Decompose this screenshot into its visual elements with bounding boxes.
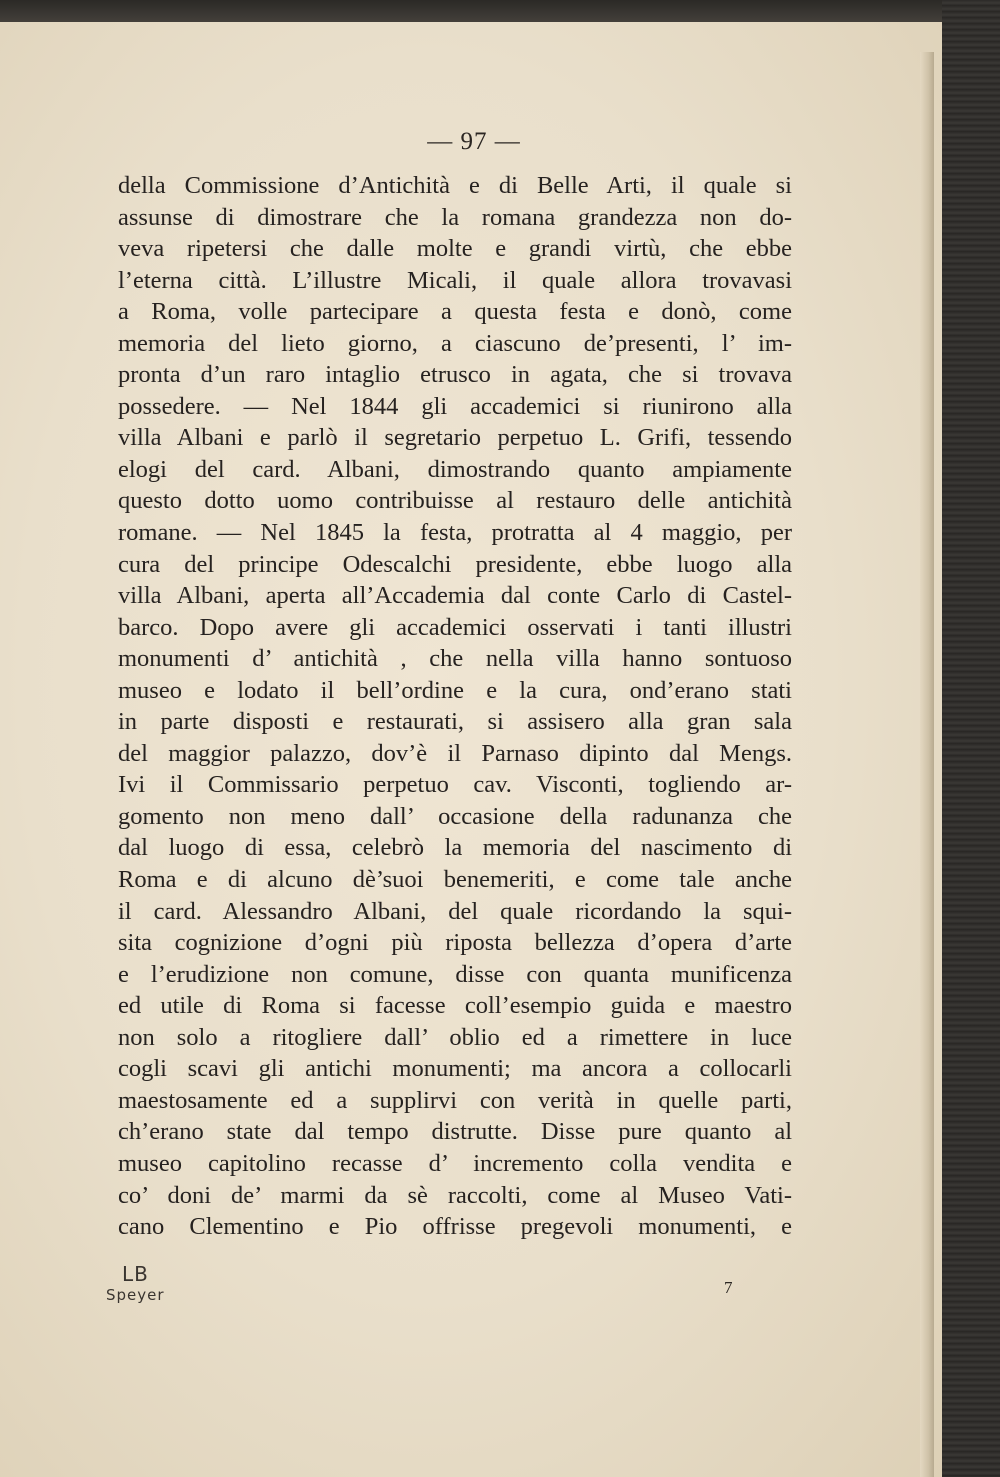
text-line: assunse di dimostrare che la romana grandezza non do- — [118, 203, 792, 231]
text-line: museo capitolino recasse d’ incremento colla vendita e — [118, 1149, 792, 1177]
text-line: elogi del card. Albani, dimostrando quanto ampiamente — [118, 455, 792, 483]
book-binding — [942, 0, 1000, 1477]
library-stamp-lb: LB — [122, 1262, 149, 1286]
text-line: maestosamente ed a supplirvi con verità in quelle parti, — [118, 1086, 792, 1114]
text-line: museo e lodato il bell’ordine e la cura, ond’erano stati — [118, 676, 792, 704]
text-line: villa Albani, aperta all’Accademia dal conte Carlo di Castel- — [118, 582, 792, 610]
text-line: Roma e di alcuno dè’suoi benemeriti, e come tale anche — [118, 866, 792, 894]
text-line: veva ripetersi che dalle molte e grandi virtù, che ebbe — [118, 235, 792, 263]
page-number-header: — 97 — — [427, 128, 521, 155]
text-line: della Commissione d’Antichità e di Belle Arti, il quale si — [118, 172, 792, 199]
text-line: in parte disposti e restaurati, si assisero alla gran sala — [118, 708, 792, 736]
text-line: barco. Dopo avere gli accademici osservati i tanti illustri — [118, 613, 792, 641]
text-line: cano Clementino e Pio offrisse pregevoli monumenti, e — [118, 1213, 792, 1241]
text-line: non solo a ritogliere dall’ oblio ed a rimettere in luce — [118, 1023, 792, 1051]
text-line: gomento non meno dall’ occasione della radunanza che — [118, 802, 792, 830]
text-line: l’eterna città. L’illustre Micali, il quale allora trovavasi — [118, 266, 792, 294]
text-line: sita cognizione d’ogni più riposta bellezza d’opera d’arte — [118, 929, 792, 957]
text-line: del maggior palazzo, dov’è il Parnaso dipinto dal Mengs. — [118, 739, 792, 767]
text-line: cura del principe Odescalchi presidente, ebbe luogo alla — [118, 550, 792, 578]
page-fore-edge — [920, 52, 934, 1477]
text-line: il card. Alessandro Albani, del quale ricordando la squi- — [118, 897, 792, 925]
text-line: cogli scavi gli antichi monumenti; ma ancora a collocarli — [118, 1055, 792, 1083]
text-line: romane. — Nel 1845 la festa, protratta al 4 maggio, per — [118, 519, 792, 547]
text-line: Ivi il Commissario perpetuo cav. Visconti, togliendo ar- — [118, 771, 792, 799]
text-line: e l’erudizione non comune, disse con quanta munificenza — [118, 960, 792, 988]
text-line: monumenti d’ antichità , che nella villa hanno sontuoso — [118, 645, 792, 673]
text-line: ch’erano state dal tempo distrutte. Disse pure quanto al — [118, 1118, 792, 1146]
text-line: dal luogo di essa, celebrò la memoria del nascimento di — [118, 834, 792, 862]
text-line: ed utile di Roma si facesse coll’esempio guida e maestro — [118, 992, 792, 1020]
text-line: co’ doni de’ marmi da sè raccolti, come al Museo Vati- — [118, 1181, 792, 1209]
text-line: possedere. — Nel 1844 gli accademici si riunirono alla — [118, 392, 792, 420]
library-stamp-speyer: Speyer — [106, 1286, 165, 1304]
body-text — [118, 170, 792, 1243]
text-line: questo dotto uomo contribuisse al restauro delle antichità — [118, 487, 792, 515]
text-line: memoria del lieto giorno, a ciascuno de’presenti, l’ im- — [118, 329, 792, 357]
text-line: villa Albani e parlò il segretario perpetuo L. Grifi, tessendo — [118, 424, 792, 452]
signature-mark: 7 — [724, 1278, 733, 1297]
text-line: a Roma, volle partecipare a questa festa e donò, come — [118, 298, 792, 326]
text-line: pronta d’un raro intaglio etrusco in agata, che si trovava — [118, 361, 792, 389]
